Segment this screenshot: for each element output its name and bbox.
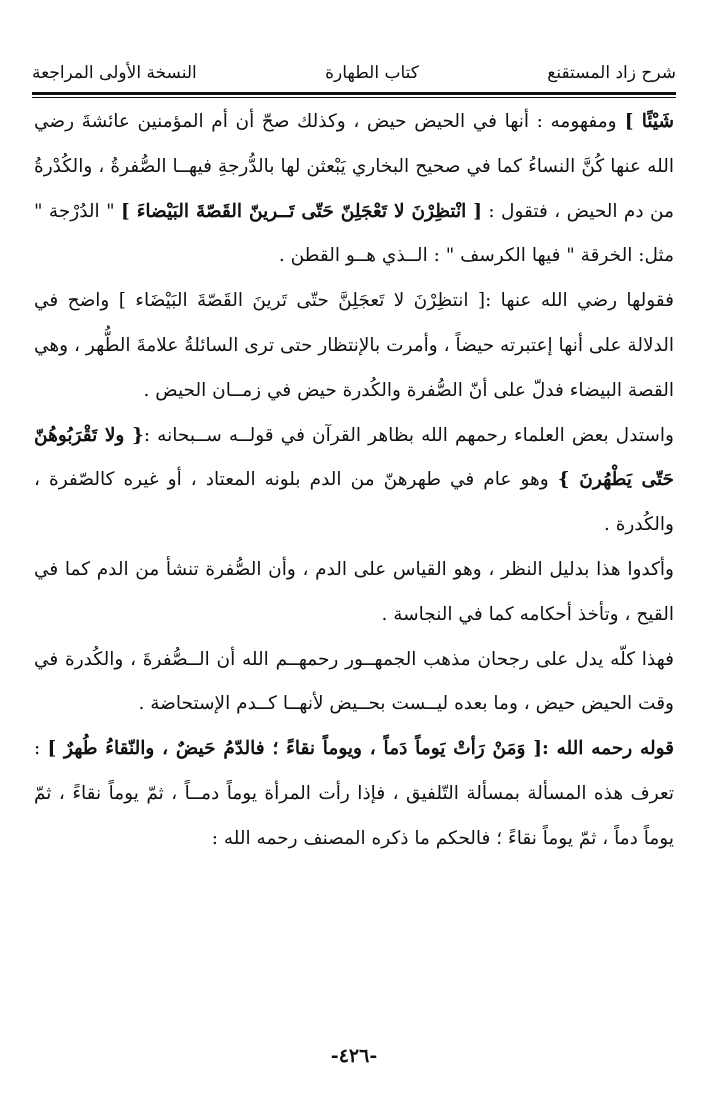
text-segment: : تعرف هذه المسألة بمسألة التّلفيق ، فإذا رأت المرأة يوماً دمــاً ، ثمّ يوماً نقاءً ، ثمّ يوماً دماً ، ثمّ يوماً نقاءً ؛ فالحكم ما ذكره المصنف رحمه الله : — [34, 738, 674, 849]
header-rule-thin — [32, 97, 676, 98]
header-rule-thick — [32, 92, 676, 95]
text-segment: وهو عام في طهرهنّ من الدم بلونه المعتاد ، أو غيره كالصّفرة ، والكُدرة . — [34, 469, 674, 536]
bold-text-segment: [ انْتظِرْنَ لا تَعْجَلِنّ حَتّى تَــرينّ القَصّةَ البَيْضاءَ ] — [120, 200, 483, 222]
paragraph — [34, 279, 674, 413]
paragraph — [34, 548, 674, 638]
text-segment: " الدُرْجة " مثل: الخرقة " فيها الكرسف " : الــذي هــو القطن . — [34, 200, 674, 267]
header-book-title: شرح زاد المستقنع — [547, 63, 676, 83]
paragraph — [34, 727, 674, 861]
bold-text-segment: { ولا تَقْرَبُوهُنّ حَتّى يَطْهُرنَ } — [34, 424, 674, 491]
body-text — [34, 100, 674, 862]
header-chapter: كتاب الطهارة — [325, 63, 419, 83]
header-edition: النسخة الأولى المراجعة — [32, 63, 197, 83]
text-segment: فهذا كلّه يدل على رجحان مذهب الجمهــور رحمهــم الله أن الــصُّفرةَ ، والكُدرة في وقت الحيض حيض ، وما بعده ليــست بحــيض لأنهــا كــدم الإستحاضة . — [34, 648, 674, 715]
bold-text-segment: شَيْئًا ] — [616, 111, 674, 132]
running-header — [32, 56, 676, 90]
paragraph — [34, 100, 674, 279]
text-segment: ومفهومه : أنها في الحيض حيض ، وكذلك صحّ أن أم المؤمنين عائشةَ رضي الله عنها كُنَّ النساءُ كما في صحيح البخاري يَبْعثن لها بالدُّرجةِ فيهــا الصُّفرةُ ، والكُدْرةُ من دم الحيض ، فتقول : — [34, 111, 675, 222]
text-segment: وأكدوا هذا بدليل النظر ، وهو القياس على الدم ، وأن الصُّفرة تنشأ من الدم كما في القيح ، وتأخذ أحكامه كما في النجاسة . — [34, 558, 674, 625]
text-segment: فقولها رضي الله عنها :[ انتظِرْنَ لا تَعجَلِنَّ حتّى تَرينَ القَصّةَ البَيْضَاء ] واضح في الدلالة على أنها إعتبرته حيضاً ، وأمرت بالإنتظار حتى ترى السائلةُ علامةَ الطُّهر ، وهي القصة البيضاء فدلّ على أنّ الصُّفرة والكُدرة حيض في زمــان الحيض . — [34, 290, 674, 401]
bold-text-segment: قوله رحمه الله :[ وَمَنْ رَأتْ يَوماً دَماً ، ويوماً نقاءً ؛ فالدّمُ حَيضٌ ، والنّقاءُ طُهرٌ ] — [47, 738, 674, 760]
text-segment: واستدل بعض العلماء رحمهم الله بظاهر القرآن في قولــه ســبحانه : — [143, 424, 674, 446]
paragraph — [34, 638, 674, 728]
paragraph — [34, 414, 674, 548]
page-number: -٤٢٦- — [330, 1045, 378, 1067]
